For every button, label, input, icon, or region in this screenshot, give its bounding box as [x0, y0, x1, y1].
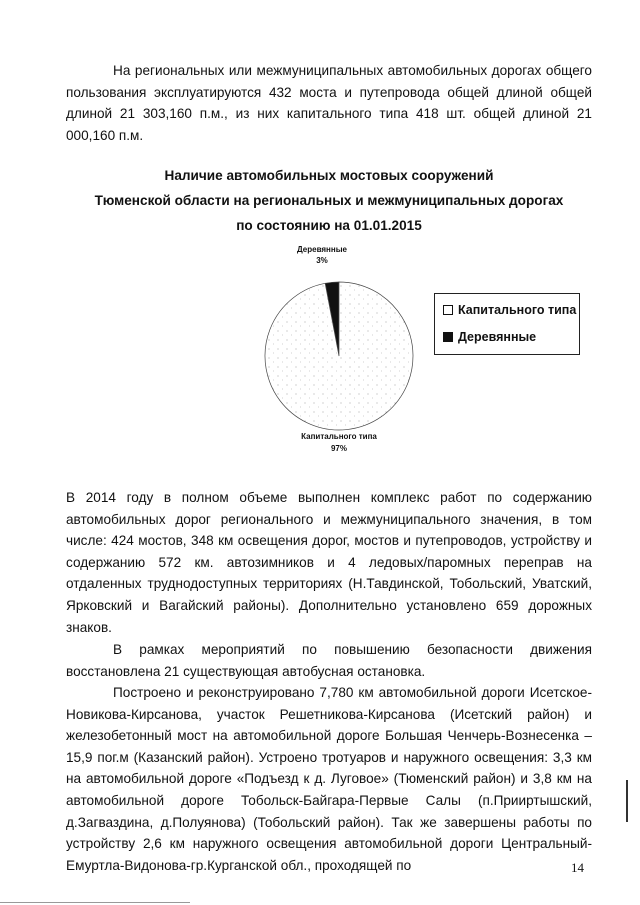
legend-label-wooden: Деревянные — [458, 330, 537, 344]
data-label-capital-name: Капитального типа — [301, 432, 377, 441]
heading-line-2: Тюменской области на региональных и межмуниципальных дорогах — [94, 193, 564, 208]
data-label-wooden-name: Деревянные — [296, 245, 348, 254]
paragraph-2014-maintenance: В 2014 году в полном объеме выполнен комплекс работ по содержанию автомобильных дорог регионального и межмуниципального значения, в том числе: 424 мостов, 348 км освещения дорог, мостов и путепроводов, устройству и содержанию 572 км. автозимников и 4 ледовых/паромных переправ на отдаленных труднодоступных территориях (Н.Тавдинской, Тобольский, Уватский, Ярковский и Вагайский районы). Дополнительно установлено 659 дорожных знаков. — [66, 490, 592, 635]
data-label-capital-value: 97% — [330, 444, 348, 453]
intro-paragraph: На региональных или межмуниципальных автомобильных дорогах общего пользования эксплуатируются 432 моста и путепровода общей длиной общей длиной 21 303,160 п.м., из них капитального типа 418 шт. общей длиной 21 000,160 п.м. — [66, 63, 592, 143]
data-label-wooden-value: 3% — [316, 256, 328, 265]
paragraph-safety: В рамках мероприятий по повышению безопасности движения восстановлена 21 существующая автобусная остановка. — [66, 642, 592, 679]
legend-entry-wooden — [443, 330, 536, 344]
page-number: 14 — [571, 860, 584, 875]
heading-line-1: Наличие автомобильных мостовых сооружений — [164, 168, 494, 183]
legend-entry-capital — [443, 303, 576, 317]
legend-swatch-filled-square-icon — [443, 332, 453, 342]
heading-line-3: по состоянию на 01.01.2015 — [236, 218, 422, 233]
chart-heading — [66, 163, 592, 238]
chart-legend — [434, 293, 580, 355]
pie-chart — [240, 238, 430, 458]
scan-edge-mark — [626, 780, 628, 822]
scan-bottom-rule — [0, 902, 190, 903]
pie-slice-capital — [265, 282, 413, 430]
legend-swatch-open-square-icon — [443, 305, 453, 315]
legend-label-capital: Капитального типа — [458, 303, 577, 317]
paragraph-construction: Построено и реконструировано 7,780 км автомобильной дороги Исетское-Новикова-Кирсанова, участок Решетникова-Кирсанова (Исетский район) и железобетонный мост на автомобильной дороге Большая Ченчерь-Вознесенка – 15,9 пог.м (Казанский район). Устроено тротуаров и наружного освещения: 3,3 км на автомобильной дороге «Подъезд к д. Луговое» (Тюменский район) и 3,8 км на автомобильной дороге Тобольск-Байгара-Первые Салы (п.Прииртышский, д.Загваздина, д.Полуянова) (Тобольский район). Так же завершены работы по устройству 2,6 км наружного освещения автомобильной дороги Центральный-Емуртла-Видонова-гр.Курганской обл., проходящей по — [66, 685, 592, 873]
